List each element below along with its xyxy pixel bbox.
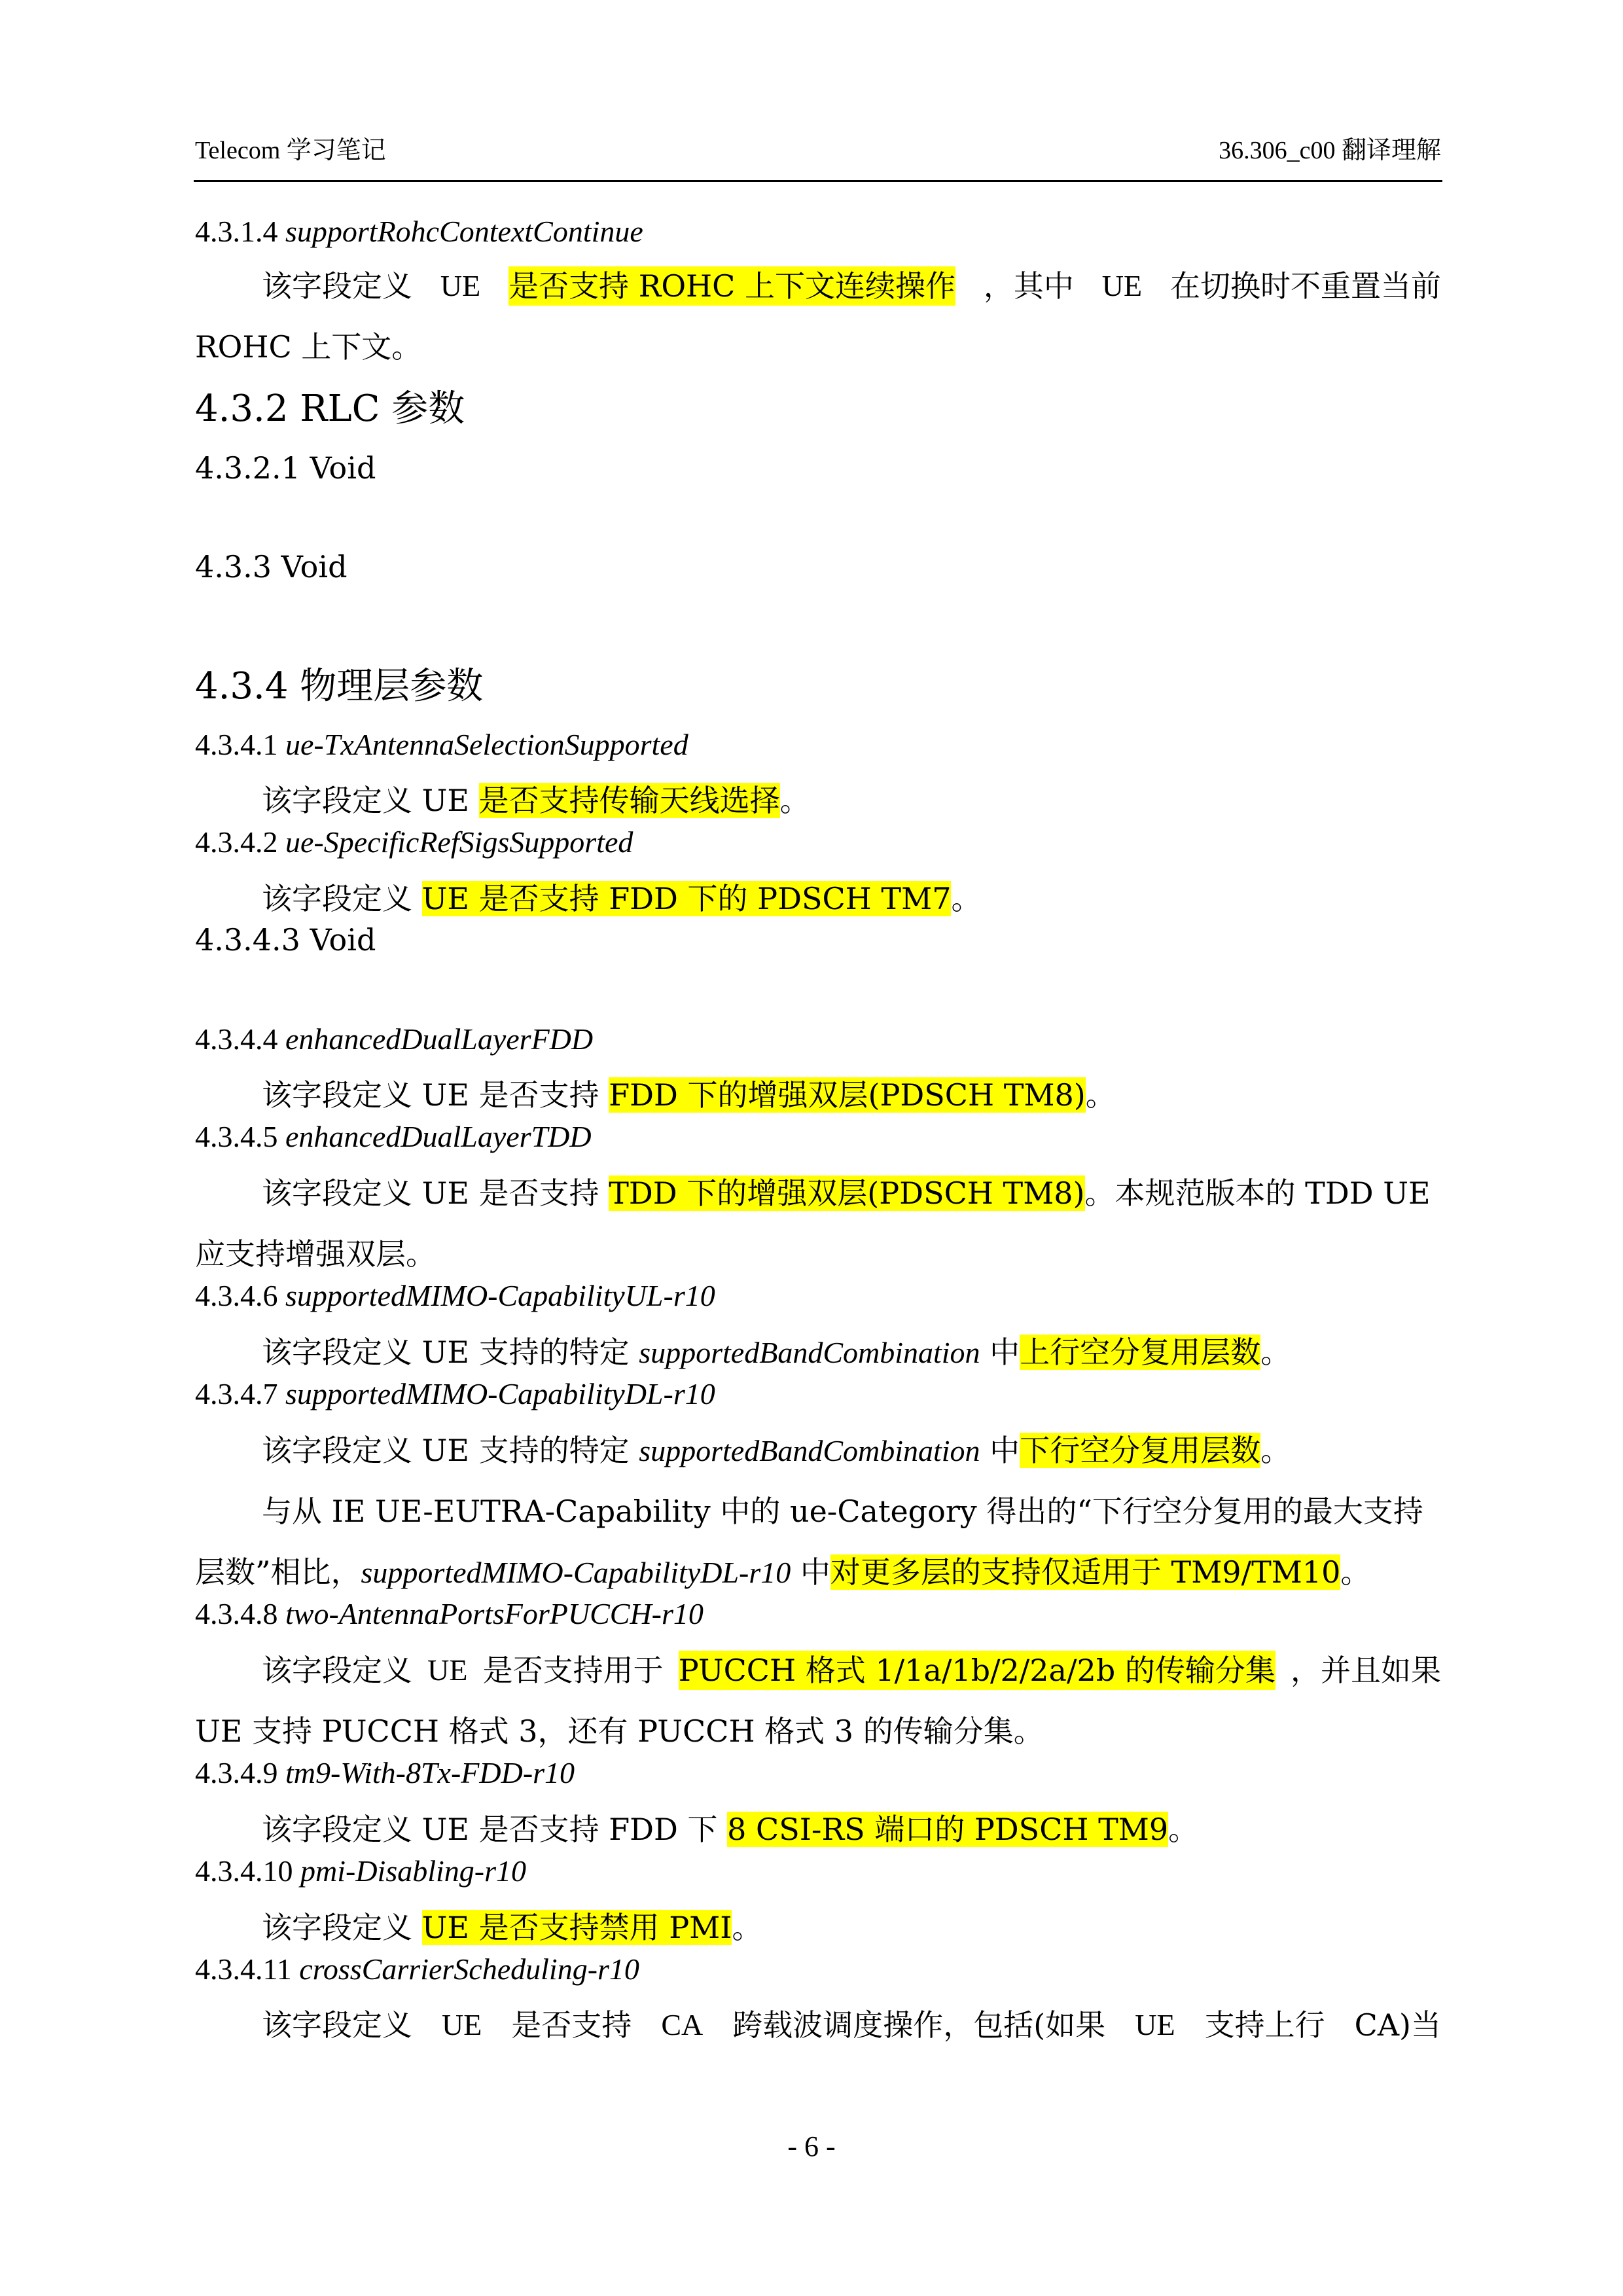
paragraph-4-3-1-4-line-1: 该字段定义 UE 是否支持 ROHC 上下文连续操作 ，其中 UE 在切换时不重置当前 (262, 266, 1441, 306)
paragraph-4-3-1-4-line-2: ROHC 上下文。 (195, 329, 422, 365)
subsection-4-3-4-2-heading: 4.3.4.2 ue-SpecificRefSigsSupported (195, 825, 633, 859)
highlight: UE 是否支持禁用 PMI (421, 1910, 732, 1945)
paragraph-4-3-4-7b-line-1: 与从 IE UE-EUTRA-Capability 中的 ue-Category 得出的“下行空分复用的最大支持 (262, 1494, 1423, 1529)
paragraph-4-3-4-11-line-1: 该字段定义 UE 是否支持 CA 跨载波调度操作，包括(如果 UE 支持上行 CA)当 (262, 2007, 1441, 2043)
section-4-3-3-heading: 4.3.3 Void (195, 549, 348, 584)
paragraph-4-3-4-8-line-2: UE 支持 PUCCH 格式 3，还有 PUCCH 格式 3 的传输分集。 (195, 1713, 1044, 1749)
subsection-4-3-4-11-heading: 4.3.4.11 crossCarrierScheduling-r10 (195, 1952, 639, 1986)
paragraph-4-3-4-4: 该字段定义 UE 是否支持 FDD 下的增强双层(PDSCH TM8)。 (262, 1077, 1116, 1113)
highlight: 下行空分复用层数 (1020, 1433, 1261, 1468)
subsection-4-3-4-4-heading: 4.3.4.4 enhancedDualLayerFDD (195, 1022, 594, 1056)
paragraph-4-3-4-9: 该字段定义 UE 是否支持 FDD 下 8 CSI-RS 端口的 PDSCH TM9。 (262, 1812, 1199, 1847)
highlight: FDD 下的增强双层(PDSCH TM8) (609, 1077, 1086, 1113)
highlight: UE 是否支持 FDD 下的 PDSCH TM7 (421, 881, 952, 916)
subsection-4-3-1-4-heading: 4.3.1.4 supportRohcContextContinue (195, 215, 643, 248)
subsection-4-3-4-3-heading: 4.3.4.3 Void (195, 922, 376, 958)
paragraph-4-3-4-8-line-1: 该字段定义 UE 是否支持用于 PUCCH 格式 1/1a/1b/2/2a/2b 的传输分集 ，并且如果 (262, 1651, 1441, 1690)
subsection-4-3-4-6-heading: 4.3.4.6 supportedMIMO-CapabilityUL-r10 (195, 1279, 715, 1312)
highlight: 8 CSI-RS 端口的 PDSCH TM9 (727, 1812, 1169, 1847)
highlight: 是否支持 ROHC 上下文连续操作 (508, 266, 955, 306)
subsection-4-3-2-1-heading: 4.3.2.1 Void (195, 450, 376, 486)
running-header-left: Telecom 学习笔记 (195, 137, 386, 164)
paragraph-4-3-4-10: 该字段定义 UE 是否支持禁用 PMI。 (262, 1910, 762, 1945)
paragraph-4-3-4-7: 该字段定义 UE 支持的特定 supportedBandCombination 中下行空分复用层数。 (262, 1433, 1291, 1468)
subsection-4-3-4-1-heading: 4.3.4.1 ue-TxAntennaSelectionSupported (195, 728, 688, 761)
subsection-4-3-4-5-heading: 4.3.4.5 enhancedDualLayerTDD (195, 1120, 592, 1153)
header-rule (194, 180, 1442, 182)
subsection-4-3-4-10-heading: 4.3.4.10 pmi-Disabling-r10 (195, 1854, 526, 1888)
subsection-4-3-4-9-heading: 4.3.4.9 tm9-With-8Tx-FDD-r10 (195, 1756, 575, 1789)
paragraph-4-3-4-5-line-1: 该字段定义 UE 是否支持 TDD 下的增强双层(PDSCH TM8)。本规范版本的 TDD UE (262, 1175, 1431, 1211)
paragraph-4-3-4-5-line-2: 应支持增强双层。 (195, 1236, 436, 1272)
paragraph-4-3-4-2: 该字段定义 UE 是否支持 FDD 下的 PDSCH TM7。 (262, 881, 982, 916)
paragraph-4-3-4-7b-line-2: 层数”相比，supportedMIMO-CapabilityDL-r10 中对更多层的支持仅适用于 TM9/TM10。 (195, 1554, 1371, 1590)
subsection-4-3-4-7-heading: 4.3.4.7 supportedMIMO-CapabilityDL-r10 (195, 1377, 715, 1410)
highlight: 是否支持传输天线选择 (478, 783, 780, 818)
highlight: PUCCH 格式 1/1a/1b/2/2a/2b 的传输分集 (679, 1651, 1275, 1690)
running-header-right: 36.306_c00 翻译理解 (1219, 137, 1441, 164)
page-number: - 6 - (787, 2130, 836, 2162)
section-4-3-2-heading: 4.3.2 RLC 参数 (195, 387, 465, 430)
paragraph-4-3-4-1: 该字段定义 UE 是否支持传输天线选择。 (262, 783, 810, 818)
highlight: TDD 下的增强双层(PDSCH TM8) (609, 1175, 1085, 1211)
highlight: 对更多层的支持仅适用于 TM9/TM10 (830, 1554, 1341, 1590)
highlight: 上行空分复用层数 (1020, 1335, 1261, 1370)
paragraph-4-3-4-6: 该字段定义 UE 支持的特定 supportedBandCombination 中上行空分复用层数。 (262, 1335, 1291, 1370)
subsection-4-3-4-8-heading: 4.3.4.8 two-AntennaPortsForPUCCH-r10 (195, 1597, 704, 1630)
section-4-3-4-heading: 4.3.4 物理层参数 (195, 665, 484, 708)
